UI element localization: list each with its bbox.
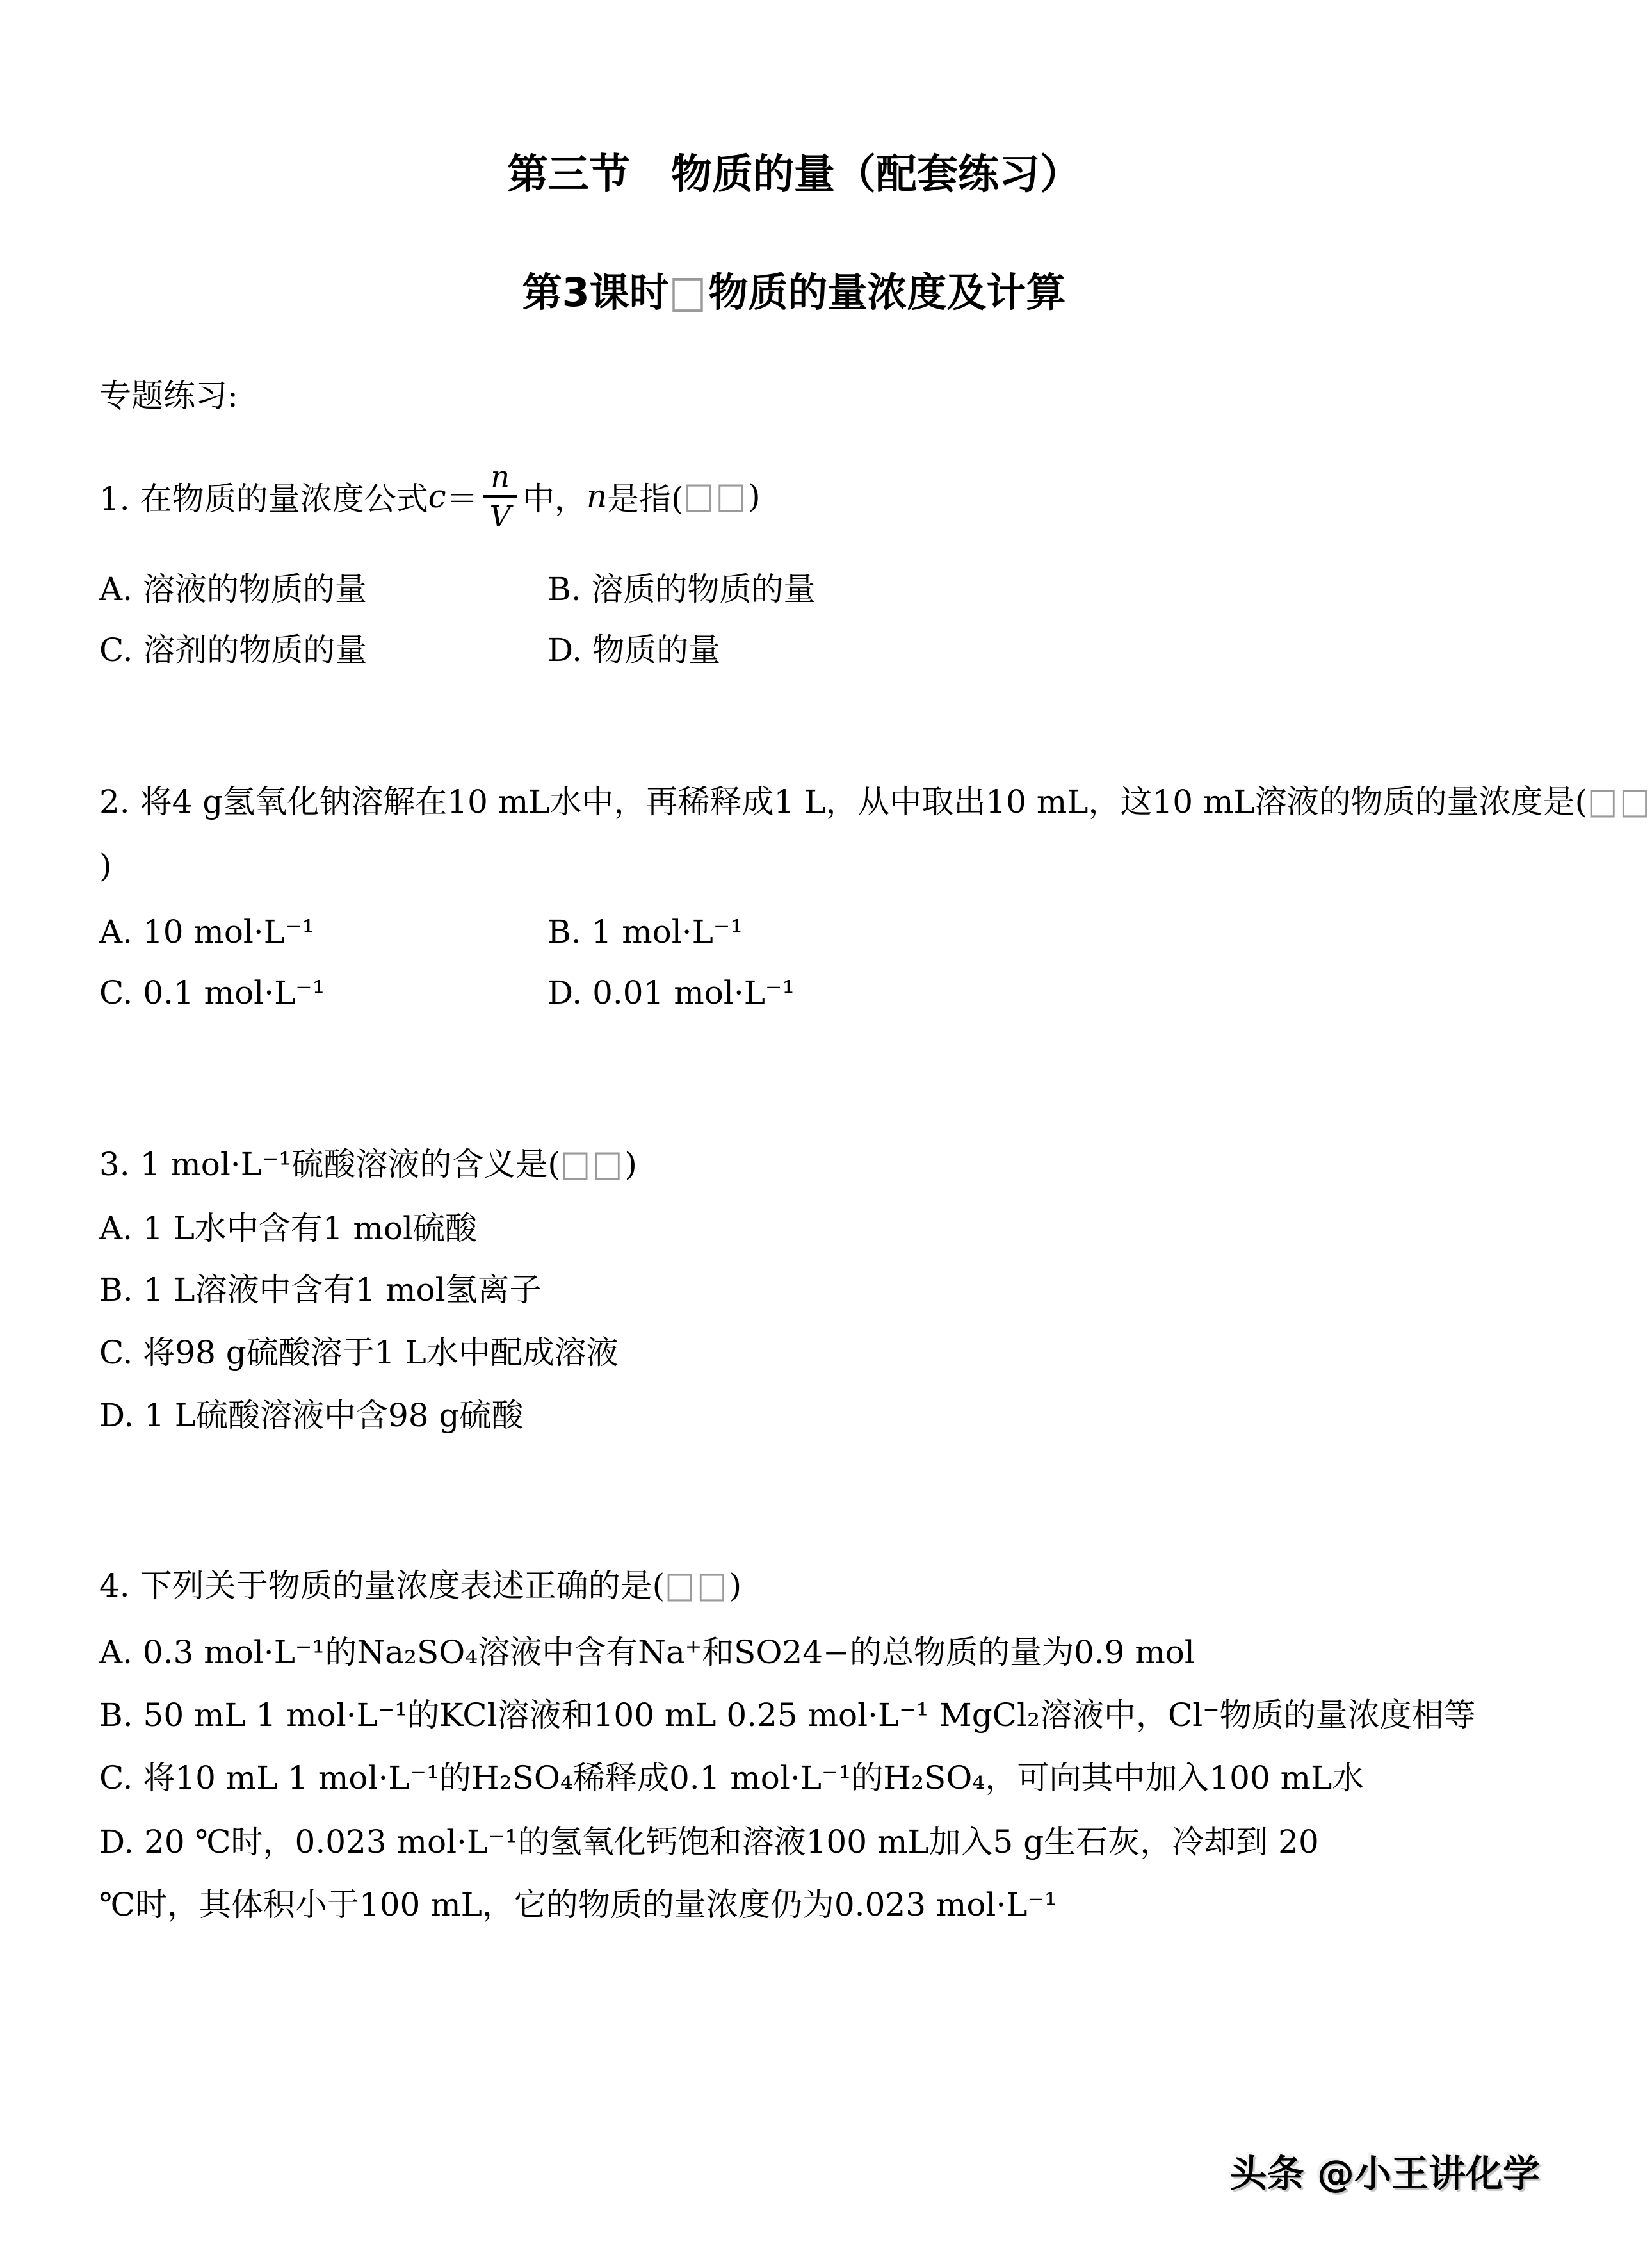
q4-option-c: C. 将10 mL 1 mol·L⁻¹的H₂SO₄稀释成0.1 mol·L⁻¹的H₂SO₄，可向其中加入100 mL水 [99, 1759, 1365, 1796]
q4-option-a: A. 0.3 mol·L⁻¹的Na₂SO₄溶液中含有Na⁺和SO24−的总物质的量为0.9 mol [99, 1634, 1195, 1671]
q4-stem-close: ) [729, 1567, 742, 1604]
subtitle-prefix: 第3课时 [522, 269, 669, 316]
q2-option-d: D. 0.01 mol·L⁻¹ [547, 974, 795, 1011]
missing-glyph-box: □ [668, 264, 709, 318]
q2-option-c: C. 0.1 mol·L⁻¹ [99, 974, 325, 1011]
section-heading: 专题练习: [99, 377, 238, 414]
q1-var-n: n [586, 478, 608, 515]
q4-option-d-line-2: ℃时，其体积小于100 mL，它的物质的量浓度仍为0.023 mol·L⁻¹ [99, 1886, 1057, 1923]
question-4-stem [99, 1564, 742, 1606]
question-3-stem [99, 1145, 637, 1184]
q3-option-c: C. 将98 g硫酸溶于1 L水中配成溶液 [99, 1334, 619, 1371]
q1-option-d: D. 物质的量 [547, 631, 721, 669]
q2-option-b: B. 1 mol·L⁻¹ [547, 913, 743, 950]
q4-option-d-line-1: D. 20 ℃时，0.023 mol·L⁻¹的氢氧化钙饱和溶液100 mL加入5 g生石灰，冷却到 20 [99, 1823, 1319, 1860]
q2-options-row-2 [99, 973, 795, 1012]
fraction-numerator: n [490, 459, 510, 494]
q1-var-c: c [428, 478, 446, 515]
q1-options-row-2 [99, 631, 720, 669]
q3-stem-close: ) [624, 1146, 637, 1183]
q1-option-a: A. 溶液的物质的量 [99, 571, 367, 608]
q3-option-b: B. 1 L溶液中含有1 mol氢离子 [99, 1271, 542, 1308]
q3-option-a: A. 1 L水中含有1 mol硫酸 [99, 1210, 478, 1247]
q4-option-b: B. 50 mL 1 mol·L⁻¹的KCl溶液和100 mL 0.25 mol·L⁻¹ MgCl₂溶液中，Cl⁻物质的量浓度相等 [99, 1697, 1476, 1734]
question-1-stem [99, 448, 761, 544]
q2-stem-text: 2. 将4 g氢氧化钠溶解在10 mL水中，再稀释成1 L，从中取出10 mL，这10 mL溶液的物质的量浓度是( [99, 783, 1588, 820]
q2-option-a: A. 10 mol·L⁻¹ [99, 913, 315, 950]
q3-stem-text: 3. 1 mol·L⁻¹硫酸溶液的含义是( [99, 1146, 560, 1183]
q3-option-d: D. 1 L硫酸溶液中含98 g硫酸 [99, 1397, 524, 1434]
q1-stem-mid: 中， [522, 480, 587, 517]
page-subtitle [0, 264, 1588, 318]
q1-options-row-1 [99, 570, 816, 608]
watermark-text: 头条 @小王讲化学 [1229, 2152, 1540, 2195]
q1-stem-close: ) [748, 478, 761, 515]
question-2-stem-line-1 [99, 780, 1652, 822]
answer-blank-boxes: □□ [560, 1143, 625, 1185]
answer-blank-boxes: □□ [665, 1564, 729, 1606]
q1-stem-post: 是指( [607, 480, 684, 517]
page-title: 第三节 物质的量（配套练习） [507, 151, 1081, 199]
subtitle-rest: 物质的量浓度及计算 [708, 269, 1066, 316]
q4-stem-text: 4. 下列关于物质的量浓度表述正确的是( [99, 1567, 665, 1604]
q1-option-c: C. 溶剂的物质的量 [99, 631, 368, 669]
fraction [483, 460, 517, 532]
q1-option-b: B. 溶质的物质的量 [547, 571, 816, 608]
answer-blank-boxes: □□ [683, 475, 749, 517]
q1-stem-pre: 1. 在物质的量浓度公式 [99, 480, 428, 517]
fraction-denominator: V [483, 495, 517, 532]
q1-equals: ＝ [446, 480, 478, 517]
answer-blank-boxes: □□ [1587, 780, 1652, 822]
q2-options-row-1 [99, 913, 743, 951]
question-2-stem-line-2: ) [99, 847, 112, 884]
